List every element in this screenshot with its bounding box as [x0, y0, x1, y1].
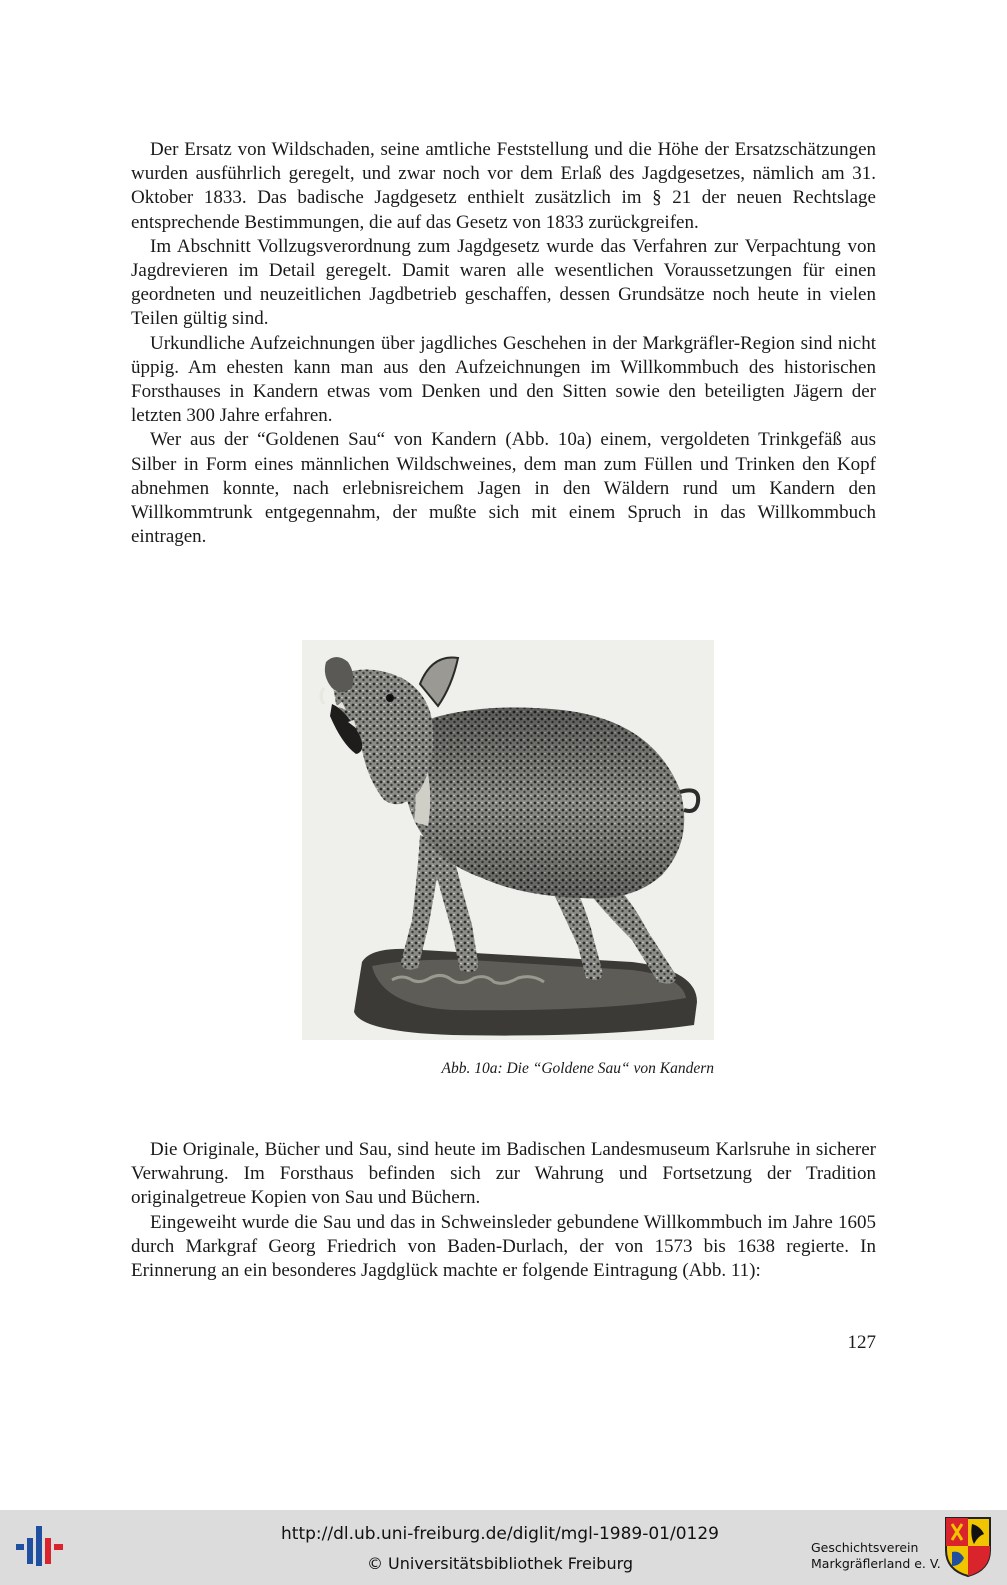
boar-illustration	[302, 640, 714, 1040]
paragraph: Im Abschnitt Vollzugsverordnung zum Jagdgesetz wurde das Verfahren zur Verpachtung von Jagdrevieren im Detail geregelt. Damit waren alle wesentlichen Voraussetzungen für einen geordneten und neuzeitlichen Jagdbetrieb geschaffen, dessen Grundsätze noch heute in vielen Teilen gültig sind.	[131, 235, 876, 330]
paragraph: Urkundliche Aufzeichnungen über jagdliches Geschehen in der Markgräfler-Region sind nicht üppig. Am ehesten kann man aus den Aufzeichnungen im Willkommbuch des historischen Forsthauses in Kandern etwas vom Denken und den Sitten sowie den beteiligten Jägern der letzten 300 Jahre erfahren.	[131, 332, 876, 427]
coat-of-arms-icon[interactable]	[944, 1516, 992, 1578]
body-text-top	[131, 138, 876, 549]
paragraph: Wer aus der “Goldenen Sau“ von Kandern (Abb. 10a) einem, vergoldeten Trinkgefäß aus Silber in Form eines männlichen Wildschweines, dem man zum Füllen und Trinken den Kopf abnehmen konnte, nach erlebnisreichem Jagen in den Wäldern rund um Kandern den Willkommtrunk entgegennahm, der mußte sich mit einem Spruch in das Willkommbuch eintragen.	[131, 429, 876, 548]
society-line-2: Markgräflerland e. V.	[811, 1556, 941, 1571]
paragraph: Der Ersatz von Wildschaden, seine amtliche Feststellung und die Höhe der Ersatzschätzungen wurden ausführlich geregelt, und zwar noch vor dem Erlaß des Jagdgesetzes, nämlich am 31. Oktober 1833. Das badische Jagdgesetz enthielt zusätzlich im § 21 der neuen Rechtslage entsprechende Bestimmungen, die auf das Gesetz von 1833 zurückgreifen.	[131, 139, 876, 233]
figure-caption: Abb. 10a: Die “Goldene Sau“ von Kandern	[441, 1060, 714, 1077]
document-url-link[interactable]: http://dl.ub.uni-freiburg.de/diglit/mgl-1989-01/0129	[281, 1524, 719, 1544]
copyright-notice: © Universitätsbibliothek Freiburg	[366, 1554, 634, 1573]
paragraph: Eingeweiht wurde die Sau und das in Schweinsleder gebundene Willkommbuch im Jahre 1605 durch Markgraf Georg Friedrich von Baden-Durlach, der von 1573 bis 1638 regierte. In Erinnerung an ein besonderes Jagdglück machte er folgende Eintragung (Abb. 11):	[131, 1211, 876, 1282]
paragraph: Die Originale, Bücher und Sau, sind heute im Badischen Landesmuseum Karlsruhe in sicherer Verwahrung. Im Forsthaus befinden sich zur Wahrung und Fortsetzung der Tradition originalgetreue Kopien von Sau und Büchern.	[131, 1139, 876, 1209]
ub-freiburg-logo-icon[interactable]	[16, 1524, 64, 1570]
body-text-bottom	[131, 1138, 876, 1283]
society-line-1: Geschichtsverein	[811, 1540, 919, 1555]
figure-golden-sow-photo	[302, 640, 714, 1040]
page-number: 127	[847, 1332, 876, 1353]
viewer-footer	[0, 1510, 1007, 1585]
society-name	[811, 1540, 941, 1572]
